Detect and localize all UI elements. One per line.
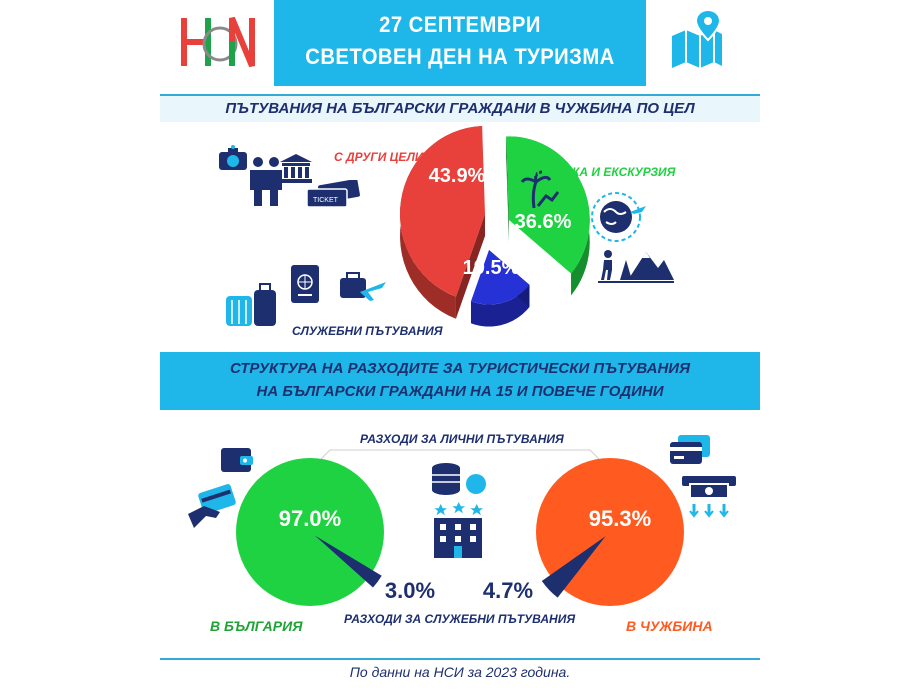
label-abroad: В ЧУЖБИНА — [626, 618, 713, 634]
footer-source: По данни на НСИ за 2023 година. — [349, 664, 571, 680]
pie-small-value: 3.0% — [384, 578, 436, 603]
wallet-icon — [220, 444, 254, 479]
section1-title: ПЪТУВАНИЯ НА БЪЛГАРСКИ ГРАЖДАНИ В ЧУЖБИНА ПО ЦЕЛ — [160, 94, 760, 122]
pie-value-label: 19.5% — [462, 257, 520, 279]
svg-text:TICKET: TICKET — [313, 197, 338, 204]
section2-title-line2: НА БЪЛГАРСКИ ГРАЖДАНИ НА 15 И ПОВЕЧЕ ГОДИНИ — [256, 383, 664, 400]
header-date: 27 СЕПТЕМВРИ — [379, 12, 541, 37]
label-business: СЛУЖЕБНИ ПЪТУВАНИЯ — [292, 324, 443, 338]
hotel-icon — [426, 502, 490, 563]
coins-icon — [430, 460, 494, 507]
label-other-purposes: С ДРУГИ ЦЕЛИ — [334, 150, 424, 164]
label-leisure: ПОЧИВКА И ЕКСКУРЗИЯ — [528, 165, 676, 179]
business-trips-label: РАЗХОДИ ЗА СЛУЖЕБНИ ПЪТУВАНИЯ — [344, 612, 576, 626]
label-in-bulgaria: В БЪЛГАРИЯ — [210, 618, 303, 634]
pie-main-value: 97.0% — [278, 506, 342, 531]
pie-value-label: 43.9% — [428, 165, 486, 187]
credit-card-icon — [668, 434, 712, 471]
footer-divider — [160, 658, 760, 660]
pie-small-value: 4.7% — [482, 578, 534, 603]
card-hand-icon — [186, 484, 238, 537]
section2-title-line1: СТРУКТУРА НА РАЗХОДИТЕ ЗА ТУРИСТИЧЕСКИ ПЪТУВАНИЯ — [230, 360, 690, 377]
pie-main-slice — [236, 458, 384, 606]
header-title: СВЕТОВЕН ДЕН НА ТУРИЗМА — [305, 44, 615, 69]
pie-value-label: 36.6% — [514, 211, 572, 233]
personal-trips-label: РАЗХОДИ ЗА ЛИЧНИ ПЪТУВАНИЯ — [360, 432, 564, 446]
pie-main-value: 95.3% — [588, 506, 652, 531]
atm-icon — [680, 474, 738, 525]
